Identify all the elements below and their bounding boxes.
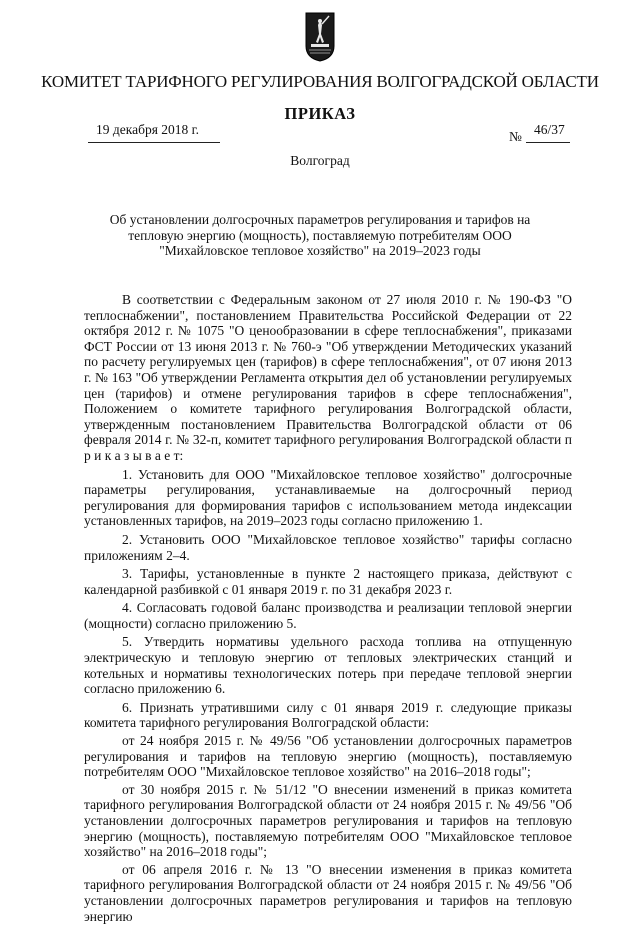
preamble-paragraph: В соответствии с Федеральным законом от 27 июля 2010 г. № 190-ФЗ "О теплоснабжении", постановлением Правительства Российской Федерации от 22 октября 2012 г. № 1075 "О ценообразовании в сфере теплоснабжения", приказами ФСТ России от 13 июня 2013 г. № 760-э "Об утверждении Методических указаний по расчету регулируемых цен (тарифов) в сфере теплоснабжения", от 07 июня 2013 г. № 163 "Об утверждении Регламента открытия дел об установлении регулируемых цен (тарифов) и отмене регулирования тарифов в сфере теплоснабжения", Положением о комитете тарифного регулирования Волгоградской области, утвержденным постановлением Правительства Волгоградской области от 06 февраля 2014 г. № 32-п, комитет тарифного регулирования Волгоградской области п р и к а з ы в а е т: xyxy=(84,292,572,463)
clause-4: 4. Согласовать годовой баланс производства и реализации тепловой энергии (мощности) согласно приложению 5. xyxy=(84,600,572,631)
clause-6: 6. Признать утратившими силу с 01 января 2019 г. следующие приказы комитета тарифного регулирования Волгоградской области: xyxy=(84,699,572,731)
revoked-order-1: от 24 ноября 2015 г. № 49/56 "Об установлении долгосрочных параметров регулирования и тарифов на тепловую энергию (мощность), поставляемую потребителям ООО "Михайловское тепловое хозяйство" на 2016–2018 годы"; xyxy=(84,733,572,780)
clause-5: 5. Утвердить нормативы удельного расхода топлива на отпущенную электрическую и тепловую энергию от тепловых электрических станций и котельных и нормативы технологических потерь при передаче тепловой энергии согласно приложению 6. xyxy=(84,634,572,697)
clause-3: 3. Тарифы, установленные в пункте 2 настоящего приказа, действуют с календарной разбивкой с 01 января 2019 г. по 31 декабря 2023 г. xyxy=(84,566,572,597)
document-type: ПРИКАЗ xyxy=(284,104,356,123)
order-number-label: № xyxy=(509,129,522,144)
revoked-order-3: от 06 апреля 2016 г. № 13 "О внесении изменения в приказ комитета тарифного регулирования Волгоградской области от 24 ноября 2015 г. № 49/56 "Об установлении долгосрочных параметров регулирования и тарифов на тепловую энергию xyxy=(84,861,572,924)
order-date: 19 декабря 2018 г. xyxy=(96,122,200,137)
order-number: 46/37 xyxy=(534,122,565,137)
number-underline xyxy=(526,142,570,143)
order-subject: Об установлении долгосрочных параметров регулирования и тарифов на тепловую энергию (мощность), поставляемую потребителям ООО "Михайловское тепловое хозяйство" на 2019–2023 годы xyxy=(109,212,531,258)
clause-2: 2. Установить ООО "Михайловское тепловое хозяйство" тарифы согласно приложениям 2–4. xyxy=(84,531,572,563)
committee-name: КОМИТЕТ ТАРИФНОГО РЕГУЛИРОВАНИЯ ВОЛГОГРАДСКОЙ ОБЛАСТИ xyxy=(41,72,599,91)
volgograd-coat-of-arms-icon xyxy=(305,12,335,62)
order-body xyxy=(84,292,572,926)
date-underline xyxy=(88,142,220,143)
clause-1: 1. Установить для ООО "Михайловское тепловое хозяйство" долгосрочные параметры регулирования, устанавливаемые на долгосрочный период регулирования для формирования тарифов с использованием метода индексации установленных тарифов, на 2019–2023 годы согласно приложению 1. xyxy=(84,466,572,529)
revoked-order-2: от 30 ноября 2015 г. № 51/12 "О внесении изменений в приказ комитета тарифного регулирования Волгоградской области от 24 ноября 2015 г. № 49/56 "Об установлении долгосрочных параметров регулирования и тарифов на тепловую энергию (мощность), поставляемую потребителям ООО "Михайловское тепловое хозяйство" на 2016–2018 годы"; xyxy=(84,781,572,860)
city-name: Волгоград xyxy=(290,153,350,168)
